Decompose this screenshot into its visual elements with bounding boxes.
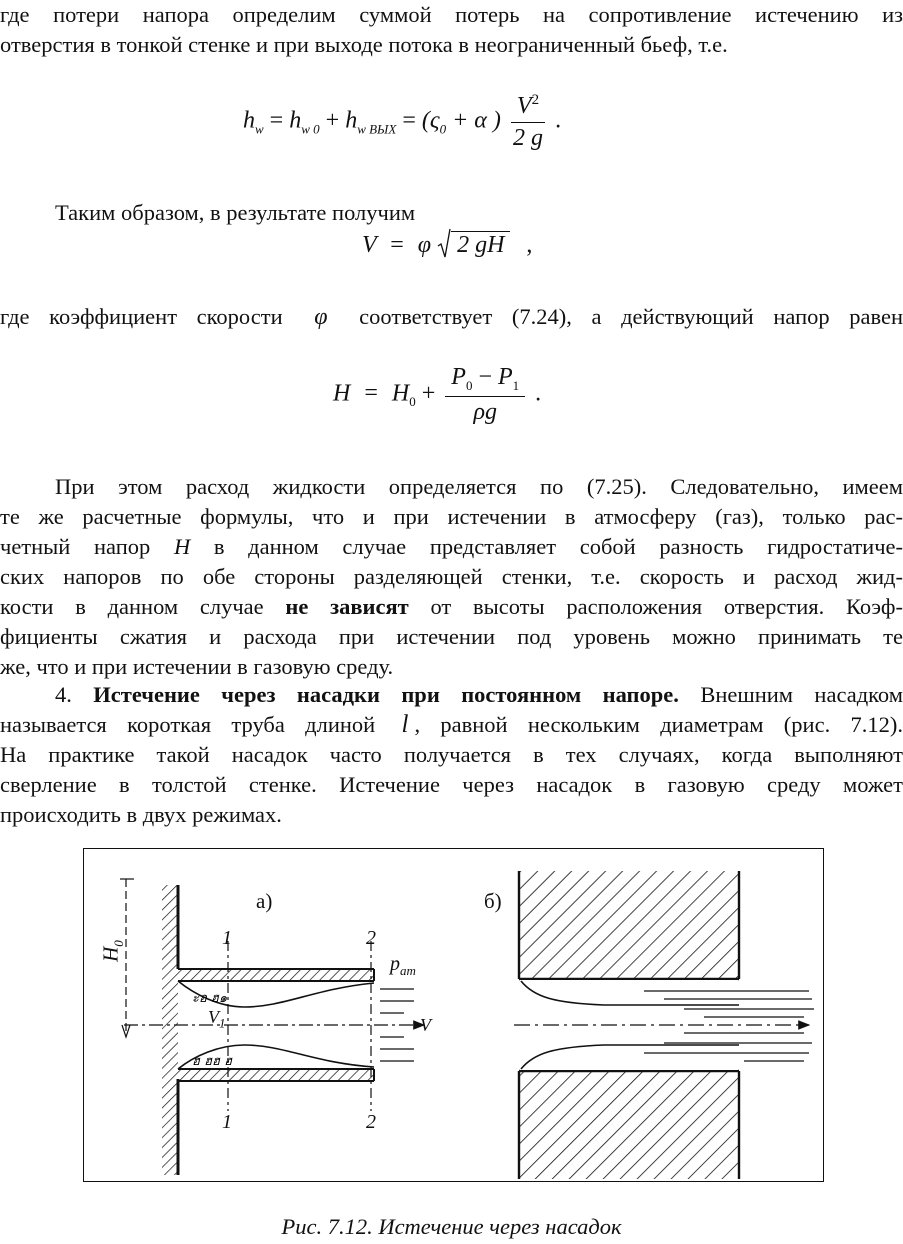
text-line: называется короткая труба длиной l , равной нескольким диаметрам (рис. 7.12). [0,711,903,738]
velocity-label: V [420,1015,431,1035]
text-line: четный напор H в данном случае представляет собой разность гидростатиче- [0,534,903,559]
section-1-top-label: 1 [222,927,232,949]
text-line: фициенты сжатия и расхода при истечении под уровень можно принимать те [0,624,903,649]
text-line: кости в данном случае не зависят от высоты расположения отверстия. Коэф- [0,594,903,619]
text-line: сверление в толстой стенке. Истечение через насадок в газовую среду может [0,772,903,797]
section-1-bottom-label: 1 [222,1111,232,1133]
text-line: происходить в двух режимах. [0,802,282,827]
nozzle-diagram [84,849,825,1183]
text-line: где коэффициент скорости φ соответствует (7.24), а действующий напор равен [0,304,903,330]
formula-velocity: V = φ 2 gH , [362,232,532,259]
section-2-top-label: 2 [366,927,376,949]
text-line: 4. Истечение через насадки при постоянном напоре. Внешним насадком [55,682,903,707]
text-line: ских напоров по обе стороны разделяющей стенки, т.е. скорость и расход жид- [0,564,903,589]
figure-label-b: б) [484,889,502,913]
atmospheric-pressure-label: $p_{ат}$ [390,953,416,978]
sqrt-icon [437,228,451,260]
text-line: На практике такой насадок часто получается в тех случаях, когда выполняют [0,742,903,767]
velocity-1-label: $V_1$ [208,1007,226,1031]
text-line: При этом расход жидкости определяется по (7.25). Следовательно, имеем [55,474,903,499]
text-line: где потери напора определим суммой потерь на сопротивление истечению из [0,2,903,27]
svg-text:ฮ ฮฮ ฮ: ฮ ฮฮ ฮ [192,1054,233,1069]
svg-text:ะอ ฮ๑: ะอ ฮ๑ [192,991,228,1006]
formula-pressure-head: $H = H_0$ + $\frac{P_0 - P_1}{\rho g}$ . [333,364,542,425]
figure-label-a: а) [256,889,273,913]
text-line: отверстия в тонкой стенке и при выходе потока в неограниченный бьеф, т.е. [0,32,728,57]
text-line: те же расчетные формулы, что и при истечении в атмосферу (газ), только рас- [0,504,903,529]
figure-nozzle [83,848,824,1182]
formula-head-loss: $h_w = h_{w 0} + h_{w ВЫХ} = (\varsigma_0 + \alpha$ ) $\frac{V^2}{2 g}$ . [243,92,562,151]
head-label: $H_0$ [98,940,126,962]
text-line: Таким образом, в результате получим [55,200,416,225]
section-2-bottom-label: 2 [366,1111,376,1133]
text-line: же, что и при истечении в газовую среду. [0,654,394,679]
figure-caption: Рис. 7.12. Истечение через насадок [281,1214,622,1239]
